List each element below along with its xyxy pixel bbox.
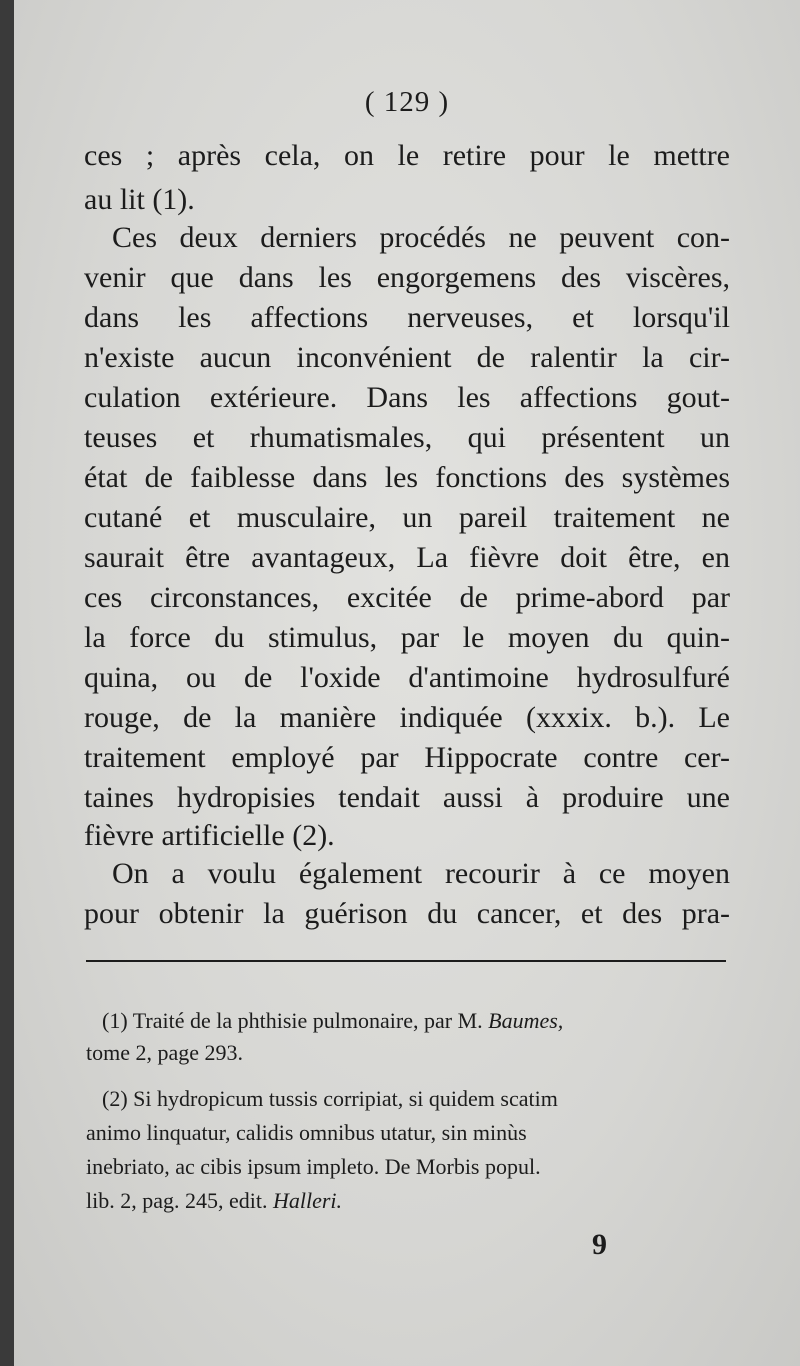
footnote-1-line-2: tome 2, page 293. xyxy=(86,1040,244,1065)
text-line: ces ; après cela, on le retire pour le mettre xyxy=(84,139,730,172)
text-line: au lit (1). xyxy=(84,183,195,216)
text-line: fièvre artificielle (2). xyxy=(84,819,335,852)
footnote-2-editor: Halleri. xyxy=(272,1188,343,1213)
footnote-2-line-4 xyxy=(86,1184,726,1218)
footnote-1-author: Baumes, xyxy=(488,1008,564,1033)
text-line: culation extérieure. Dans les affections gout- xyxy=(84,381,730,414)
footnote-2-line-2: animo linquatur, calidis omnibus utatur, sin minùs xyxy=(86,1120,527,1145)
text-line: rouge, de la manière indiquée (xxxix. b.). Le xyxy=(84,701,730,734)
text-line: traitement employé par Hippocrate contre cer- xyxy=(84,741,730,774)
text-line: pour obtenir la guérison du cancer, et des pra- xyxy=(84,897,730,930)
text-line: cutané et musculaire, un pareil traitement ne xyxy=(84,501,730,534)
footnote-2-line-3: inebriato, ac cibis ipsum impleto. De Morbis popul. xyxy=(86,1154,541,1179)
text-line: venir que dans les engorgemens des viscères, xyxy=(84,261,730,294)
footnote-separator-rule xyxy=(86,960,726,962)
text-line: On a voulu également recourir à ce moyen xyxy=(112,857,730,890)
text-line: Ces deux derniers procédés ne peuvent con- xyxy=(112,221,730,254)
signature-mark: 9 xyxy=(592,1228,607,1261)
footnote-2-text: lib. 2, pag. 245, edit. xyxy=(86,1188,268,1213)
text-line: saurait être avantageux, La fièvre doit être, en xyxy=(84,541,730,574)
text-line: teuses et rhumatismales, qui présentent un xyxy=(84,421,730,454)
text-line: quina, ou de l'oxide d'antimoine hydrosulfuré xyxy=(84,661,730,694)
text-line: ces circonstances, excitée de prime-abord par xyxy=(84,581,730,614)
footnote-2-line-1: (2) Si hydropicum tussis corripiat, si quidem scatim xyxy=(102,1086,558,1111)
text-line: état de faiblesse dans les fonctions des systèmes xyxy=(84,461,730,494)
page-number-header: ( 129 ) xyxy=(364,86,450,118)
text-line: n'existe aucun inconvénient de ralentir la cir- xyxy=(84,341,730,374)
text-line: la force du stimulus, par le moyen du quin- xyxy=(84,621,730,654)
text-line: dans les affections nerveuses, et lorsqu'il xyxy=(84,301,730,334)
book-page xyxy=(14,0,800,1366)
footnote-1-line-1 xyxy=(102,1004,726,1038)
footnote-1-text: (1) Traité de la phthisie pulmonaire, par M. xyxy=(102,1008,483,1033)
text-line: taines hydropisies tendait aussi à produire une xyxy=(84,781,730,814)
